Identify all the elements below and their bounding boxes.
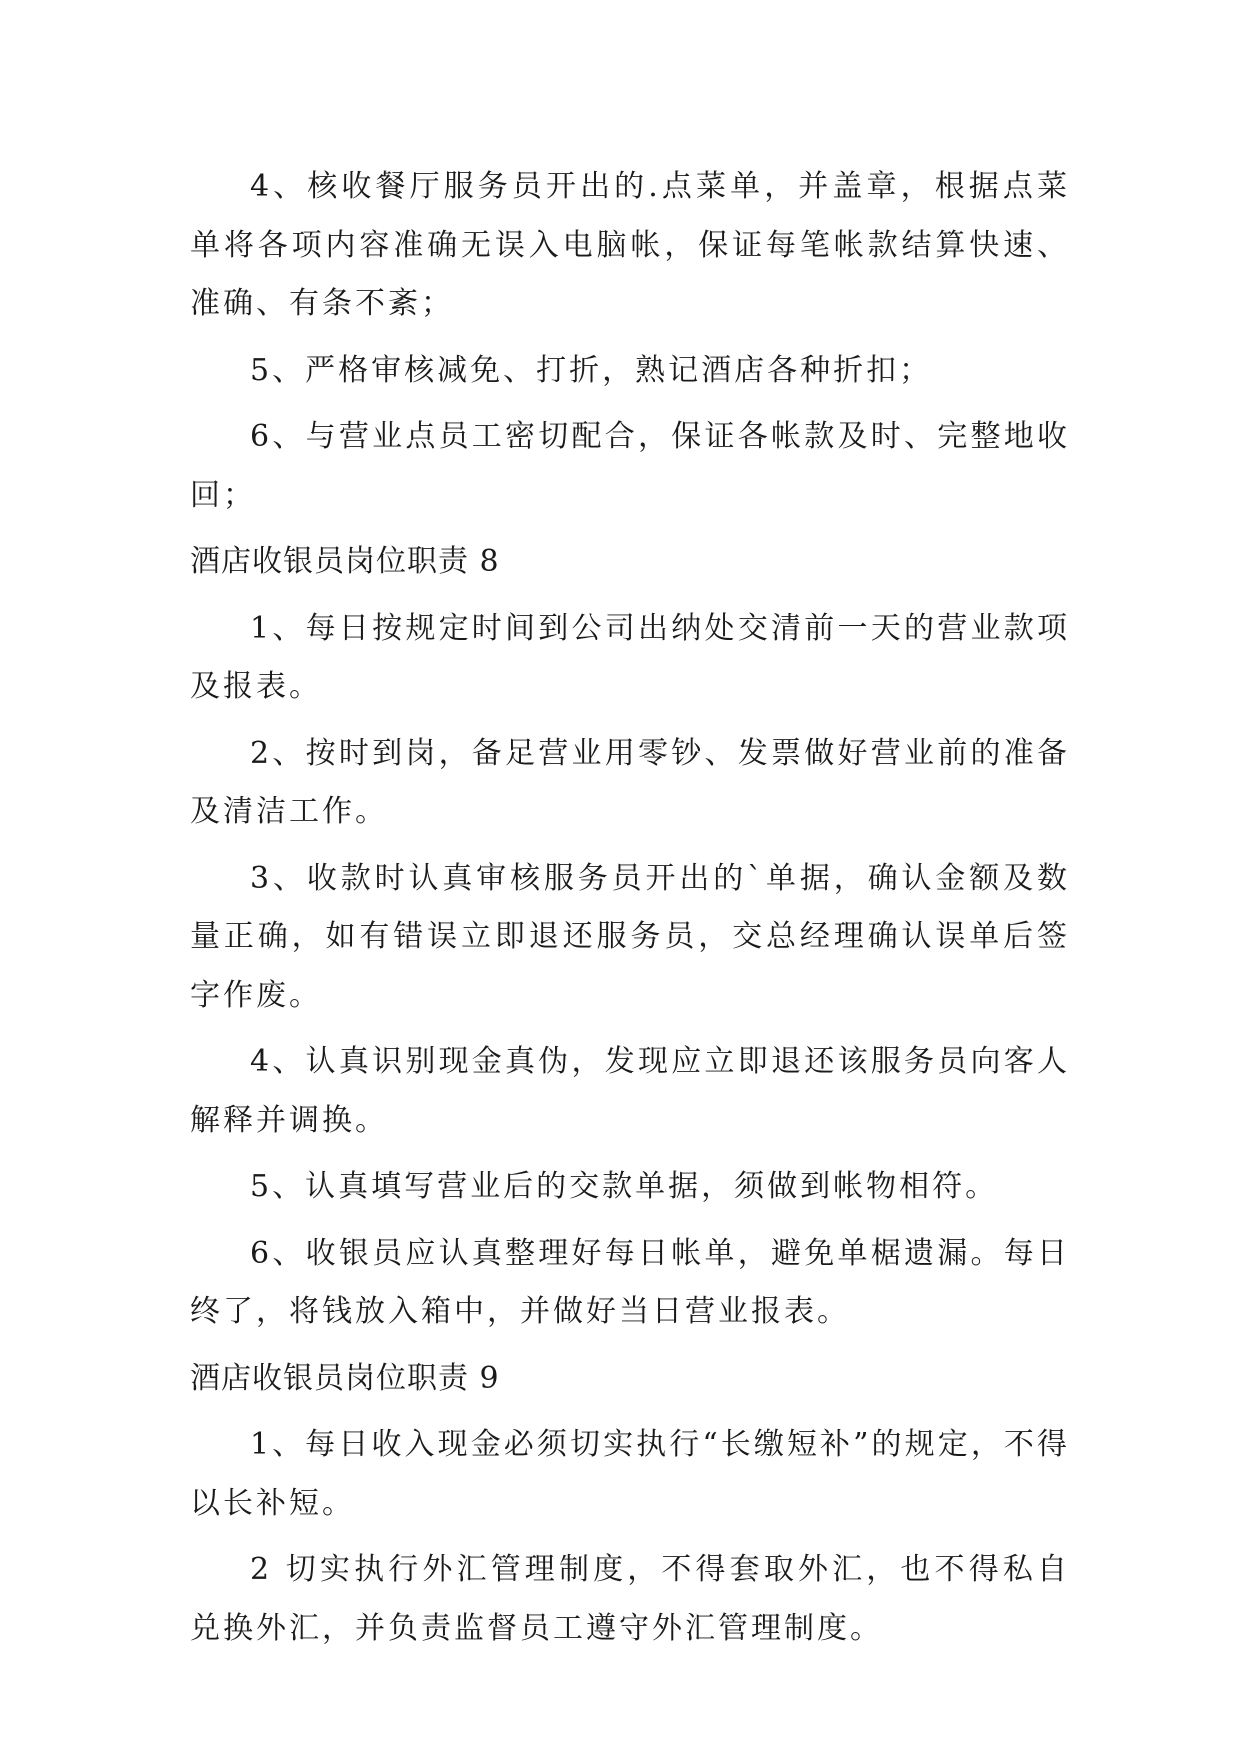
paragraph: 6、收银员应认真整理好每日帐单，避免单椐遗漏。每日终了，将钱放入箱中，并做好当日营业报表。 [190,1235,1070,1329]
paragraph: 5、认真填写营业后的交款单据，须做到帐物相符。 [250,1169,999,1204]
paragraph: 2、按时到岗，备足营业用零钞、发票做好营业前的准备及清洁工作。 [190,735,1070,829]
paragraph: 1、每日收入现金必须切实执行“长缴短补”的规定，不得以长补短。 [190,1427,1070,1521]
section-heading: 酒店收银员岗位职责 9 [190,1360,500,1396]
paragraph: 3、收款时认真审核服务员开出的`单据，确认金额及数量正确，如有错误立即退还服务员，交总经理确认误单后签字作废。 [190,860,1070,1013]
paragraph: 4、认真识别现金真伪，发现应立即退还该服务员向客人解释并调换。 [190,1044,1070,1138]
paragraph: 4、核收餐厅服务员开出的.点菜单，并盖章，根据点菜单将各项内容准确无误入电脑帐，保证每笔帐款结算快速、准确、有条不紊； [190,169,1070,321]
paragraph: 6、与营业点员工密切配合，保证各帐款及时、完整地收回； [190,419,1070,513]
section-heading: 酒店收银员岗位职责 8 [190,544,500,579]
paragraph: 1、每日按规定时间到公司出纳处交清前一天的营业款项及报表。 [190,610,1070,704]
paragraph: 5、严格审核减免、打折，熟记酒店各种折扣； [250,352,933,388]
document-body [190,158,1070,1666]
paragraph: 2 切实执行外汇管理制度，不得套取外汇，也不得私自兑换外汇，并负责监督员工遵守外汇管理制度。 [190,1552,1070,1646]
